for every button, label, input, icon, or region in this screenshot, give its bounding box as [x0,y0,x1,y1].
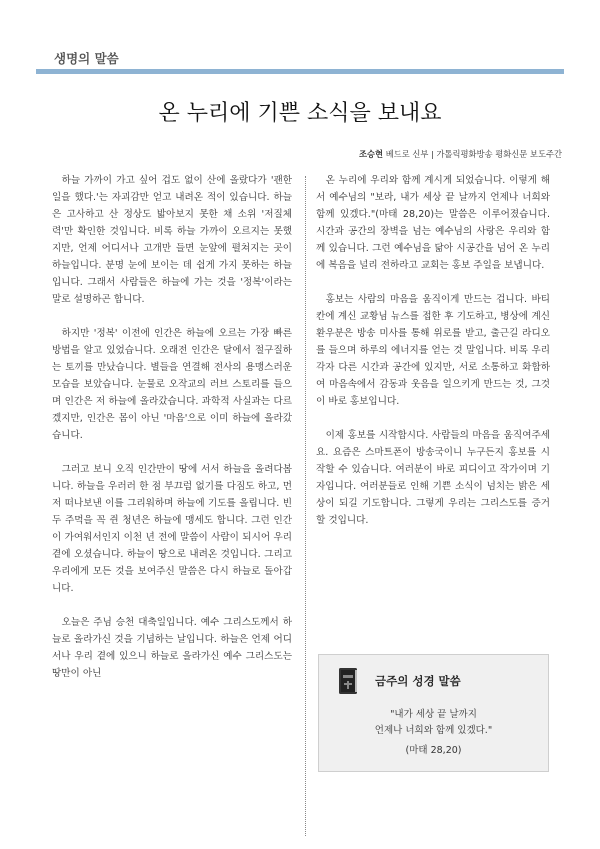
paragraph: 홍보는 사람의 마음을 움직이게 만드는 겁니다. 바티칸에 계신 교황님 뉴스를 접한 후 기도하고, 병상에 계신 환우분은 방송 미사를 통해 위로를 받고, 출근길 라디오를 들으며 하루의 에너지를 얻는 것 말입니다. 비록 우리 각자 다른 시간과 공간에 있지만, 서로 소통하고 화합하여 마음속에서 감동과 웃음을 일으키게 만드는 것, 그것이 바로 홍보입니다. [316,294,550,407]
header-rule [36,69,564,74]
verse-line: "내가 세상 끝 날까지 [390,709,477,720]
paragraph: 그러고 보니 오직 인간만이 땅에 서서 하늘을 올려다봅니다. 하늘을 우러러 한 점 부끄럼 없기를 다짐도 하고, 먼저 떠나보낸 이를 그리워하며 하늘에 기도를 올립니다. 빈 두 주먹을 꼭 쥔 청년은 하늘에 맹세도 합니다. 그런 인간이 가여워서인지 이천 년 전에 말씀이 사람이 되시어 우리 곁에 오셨습니다. 하늘이 땅으로 내려온 것입니다. 그리고 우리에게 모든 것을 보여주신 말씀은 다시 하늘로 돌아갑니다. [52,464,292,594]
byline [359,148,562,160]
paragraph: 이제 홍보를 시작합시다. 사람들의 마음을 움직여주세요. 요즘은 스마트폰이 방송국이니 누구든지 홍보를 시작할 수 있습니다. 여러분이 바로 피디이고 작가이며 기자입니다. 여러분들로 인해 기쁜 소식이 넘치는 밝은 세상이 되길 기도합니다. 그렇게 우리는 그리스도를 증거할 것입니다. [316,430,550,526]
left-column [52,172,292,699]
column-divider [305,176,306,836]
section-label: 생명의 말씀 [54,51,119,66]
verse-line: 언제나 너희와 함께 있겠다." [374,725,493,736]
article-title: 온 누리에 기쁜 소식을 보내요 [158,101,442,126]
author-name: 조승현 [359,149,384,159]
paragraph: 하지만 '정복' 이전에 인간은 하늘에 오르는 가장 빠른 방법을 알고 있었습니다. 오래전 인간은 달에서 절구질하는 토끼를 만났습니다. 별들을 연결해 전사의 용맹스러운 모습을 보았습니다. 눈물로 오작교의 러브 스토리를 들으며 인간은 저 하늘에 올라갔습니다. 과학적 사실과는 다르겠지만, 인간은 몸이 아닌 '마음'으로 이미 하늘에 올라갔습니다. [52,328,292,441]
verse-text [319,707,548,759]
paragraph: 오늘은 주님 승천 대축일입니다. 예수 그리스도께서 하늘로 올라가신 것을 기념하는 날입니다. 하늘은 언제 어디서나 우리 곁에 있으니 하늘로 올라가신 예수 그리스도는 땅만이 아닌 [52,617,292,679]
bible-icon [337,667,359,695]
paragraph: 하늘 가까이 가고 싶어 겁도 없이 산에 올랐다가 '괜한 일을 했다.'는 자괴감만 얻고 내려온 적이 있습니다. 하늘은 고사하고 산 정상도 밟아보지 못한 채 소위 '저질체력'만 확인한 것입니다. 비록 하늘 가까이 오르지는 못했지만, 언제 어디서나 고개만 들면 눈앞에 펼쳐지는 곳이 하늘입니다. 분명 눈에 보이는 데 쉽게 가지 못하는 하늘입니다. 그래서 사람들은 하늘에 가는 것을 '정복'이라는 말로 설명하곤 합니다. [52,175,292,305]
verse-heading: 금주의 성경 말씀 [375,674,461,688]
verse-reference: (마태 28,20) [405,745,462,756]
weekly-verse-box [318,654,549,772]
author-role: 베드로 신부 | 가톨릭평화방송 평화신문 보도주간 [383,149,562,159]
right-column [316,172,550,546]
paragraph: 온 누리에 우리와 함께 계시게 되었습니다. 이렇게 해서 예수님의 "보라, 내가 세상 끝 날까지 언제나 너희와 함께 있겠다."(마태 28,20)는 말씀은 이루어졌습니다. 시간과 공간의 장벽을 넘는 예수님의 사랑은 우리와 함께 있습니다. 그런 예수님을 닮아 시공간을 넘어 온 누리에 복음을 널리 전하라고 교회는 홍보 주일을 보냅니다. [316,175,550,271]
